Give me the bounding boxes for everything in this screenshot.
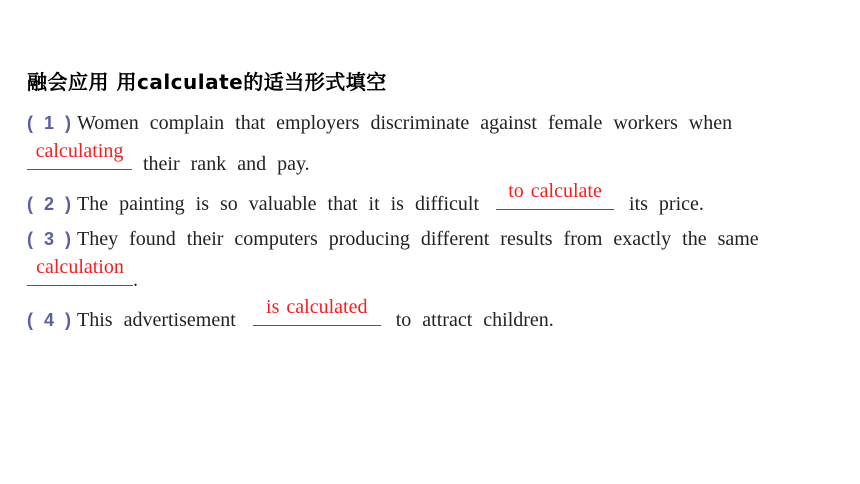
item-3-line-1	[27, 227, 759, 251]
item-3-line-2	[27, 256, 138, 292]
item-2-answer: to calculate	[508, 180, 602, 202]
item-1-blank	[27, 140, 132, 170]
item-3-blank	[27, 256, 133, 286]
item-4-after: to attract children.	[395, 309, 554, 331]
item-3-answer: calculation	[36, 256, 124, 278]
item-2-after: its price.	[629, 193, 704, 215]
item-1-after: their rank and pay.	[143, 153, 310, 175]
item-1-answer: calculating	[35, 140, 124, 162]
item-2-number: ( 2 )	[27, 194, 72, 214]
item-3-text: They found their computers producing different results from exactly the same	[77, 228, 759, 250]
item-4-line	[27, 296, 554, 332]
item-3-after: .	[133, 269, 138, 291]
item-2-line	[27, 180, 704, 216]
item-2-before: The painting is so valuable that it is difficult	[77, 193, 480, 215]
item-1-line-1	[27, 111, 732, 135]
item-1-line-2	[27, 140, 310, 176]
item-2-blank	[496, 180, 614, 210]
item-4-before: This advertisement	[77, 309, 236, 331]
item-3-number: ( 3 )	[27, 229, 72, 249]
item-4-number: ( 4 )	[27, 310, 72, 330]
item-1-text: Women complain that employers discriminate against female workers when	[77, 112, 733, 134]
item-4-blank	[253, 296, 381, 326]
item-4-answer: is calculated	[266, 296, 368, 318]
item-1-number: ( 1 )	[27, 113, 72, 133]
exercise-title: 融会应用 用calculate的适当形式填空	[27, 70, 387, 94]
